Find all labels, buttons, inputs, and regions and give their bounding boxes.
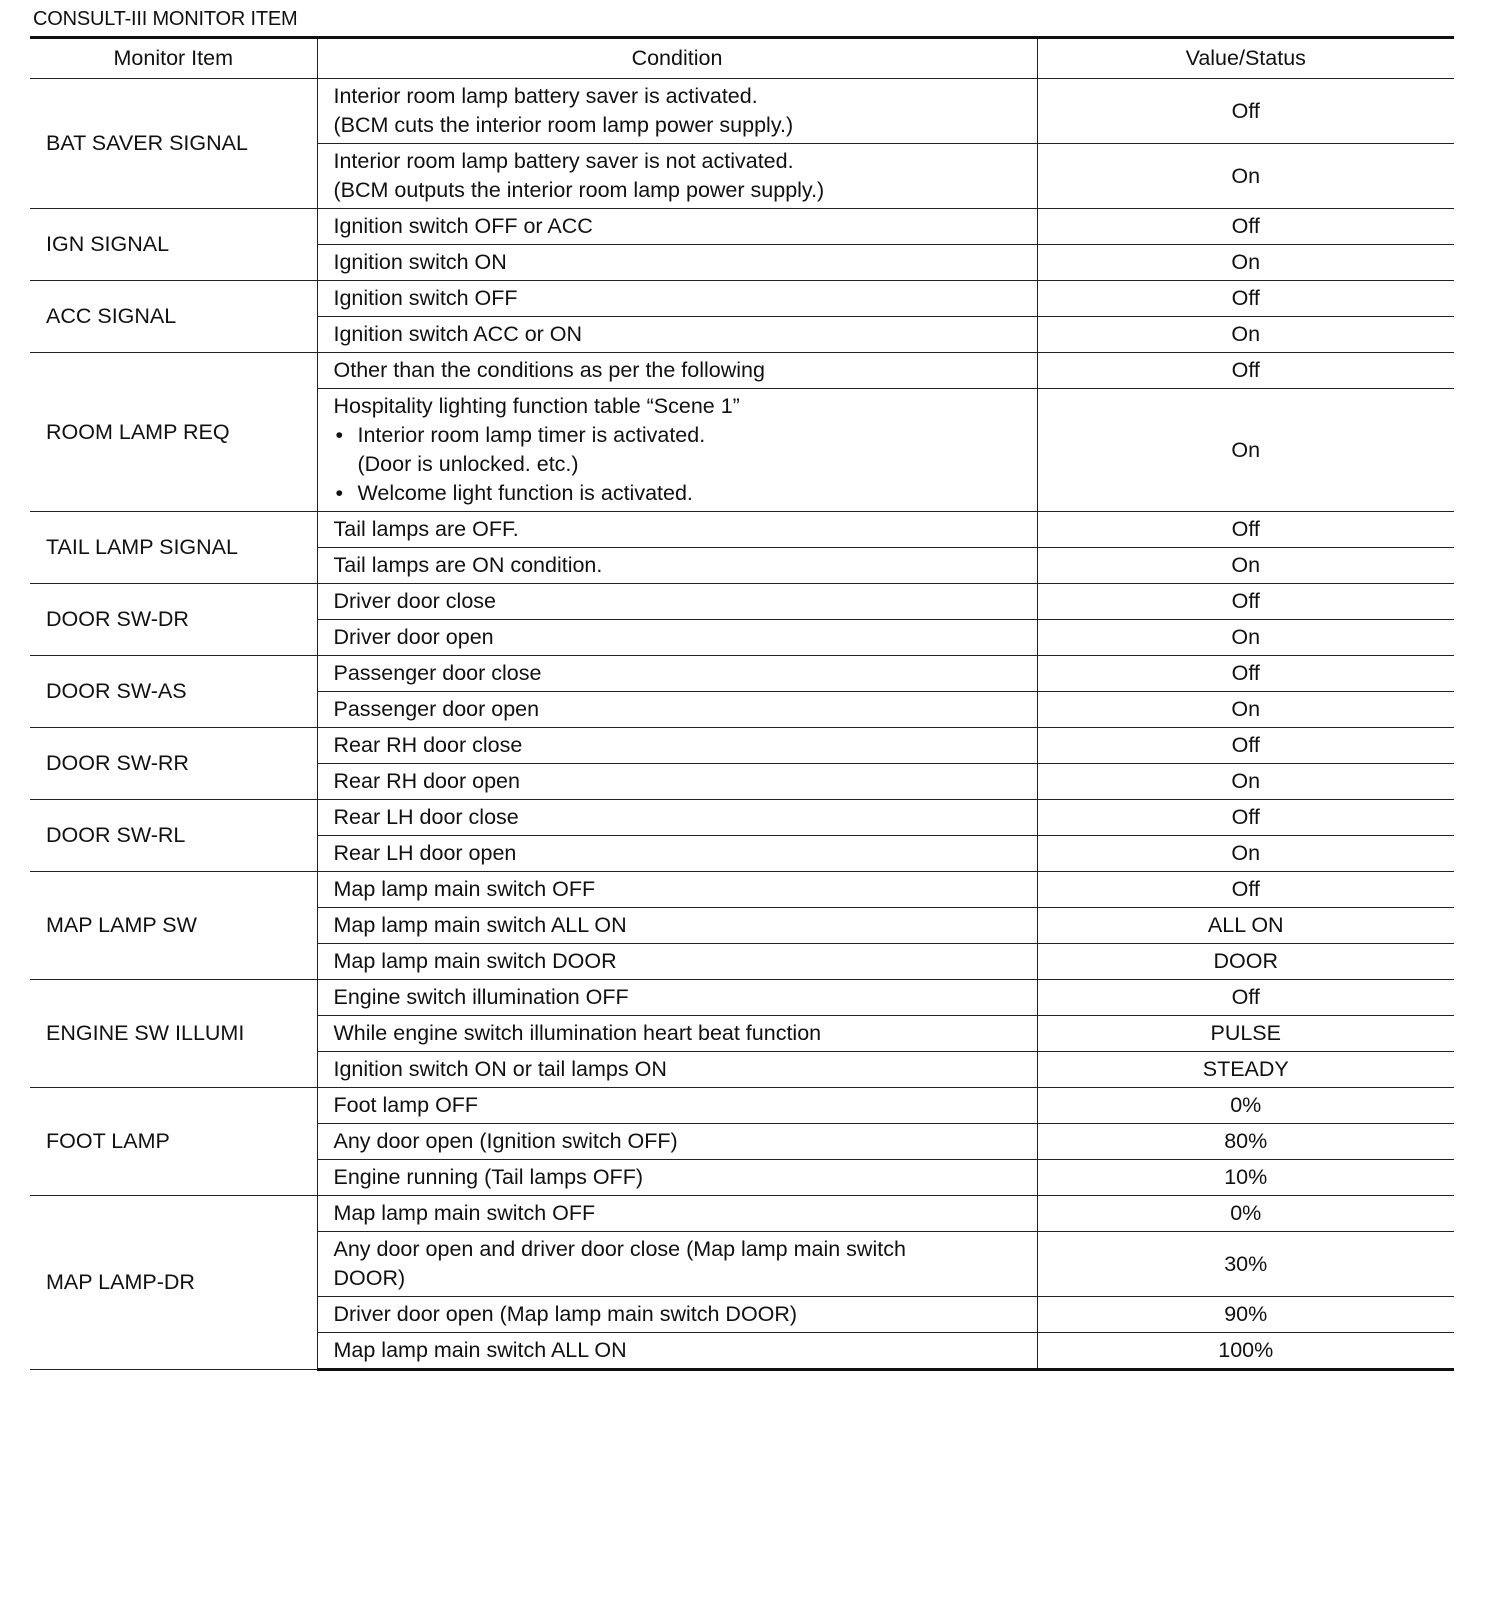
condition-text: Map lamp main switch OFF — [333, 877, 596, 901]
condition-cell — [317, 389, 1037, 512]
page-title: CONSULT-III MONITOR ITEM — [33, 8, 298, 30]
header-value-status: Value/Status — [1037, 38, 1454, 79]
value-status-cell: Off — [1037, 353, 1454, 389]
table-row — [30, 800, 1454, 836]
monitor-item-cell: DOOR SW-DR — [30, 584, 317, 656]
condition-cell — [317, 245, 1037, 281]
condition-cell — [317, 980, 1037, 1016]
value-status-cell: On — [1037, 548, 1454, 584]
condition-cell — [317, 1016, 1037, 1052]
condition-text: Tail lamps are OFF. — [333, 517, 519, 541]
condition-text: Ignition switch OFF or ACC — [333, 214, 593, 238]
monitor-item-cell: IGN SIGNAL — [30, 209, 317, 281]
value-status-cell: STEADY — [1037, 1052, 1454, 1088]
condition-text: Driver door open (Map lamp main switch DOOR) — [333, 1302, 798, 1326]
value-status-cell: 10% — [1037, 1160, 1454, 1196]
table-row — [30, 79, 1454, 144]
value-status-cell: 0% — [1037, 1196, 1454, 1232]
condition-text: Foot lamp OFF — [333, 1093, 479, 1117]
condition-cell — [317, 144, 1037, 209]
monitor-item-cell: ENGINE SW ILLUMI — [30, 980, 317, 1088]
condition-text: Rear LH door close — [333, 805, 519, 829]
monitor-item-cell: ACC SIGNAL — [30, 281, 317, 353]
monitor-item-cell: DOOR SW-RR — [30, 728, 317, 800]
condition-text: Passenger door close — [333, 661, 542, 685]
header-condition: Condition — [317, 38, 1037, 79]
value-status-cell: 30% — [1037, 1232, 1454, 1297]
monitor-item-cell: ROOM LAMP REQ — [30, 353, 317, 512]
condition-cell — [317, 800, 1037, 836]
condition-text: Driver door open — [333, 625, 494, 649]
table-row — [30, 584, 1454, 620]
condition-cell — [317, 79, 1037, 144]
value-status-cell: 100% — [1037, 1333, 1454, 1370]
condition-cell — [317, 1124, 1037, 1160]
condition-text: Tail lamps are ON condition. — [333, 553, 603, 577]
condition-cell — [317, 872, 1037, 908]
value-status-cell: On — [1037, 764, 1454, 800]
condition-cell — [317, 728, 1037, 764]
value-status-cell: On — [1037, 692, 1454, 728]
condition-text: Map lamp main switch OFF — [333, 1201, 596, 1225]
condition-text: Interior room lamp battery saver is not activated. — [333, 149, 794, 173]
table-header-row — [30, 38, 1454, 79]
value-status-cell: On — [1037, 144, 1454, 209]
condition-cell — [317, 692, 1037, 728]
condition-cell — [317, 209, 1037, 245]
condition-cell — [317, 1088, 1037, 1124]
condition-text: Ignition switch ON — [333, 250, 507, 274]
value-status-cell: Off — [1037, 728, 1454, 764]
condition-cell — [317, 281, 1037, 317]
condition-text: Interior room lamp battery saver is activated. — [333, 84, 758, 108]
value-status-cell: PULSE — [1037, 1016, 1454, 1052]
condition-text: Ignition switch OFF — [333, 286, 518, 310]
monitor-item-table — [30, 36, 1454, 1371]
condition-cell — [317, 656, 1037, 692]
table-row — [30, 209, 1454, 245]
table-row — [30, 1196, 1454, 1232]
value-status-cell: Off — [1037, 79, 1454, 144]
condition-text: Map lamp main switch DOOR — [333, 949, 617, 973]
value-status-cell: Off — [1037, 584, 1454, 620]
table-row — [30, 281, 1454, 317]
condition-bullet: • Welcome light function is activated. — [334, 479, 1021, 508]
condition-bullet: • Interior room lamp timer is activated. (Door is unlocked. etc.) — [334, 421, 1021, 479]
condition-cell — [317, 1196, 1037, 1232]
condition-text: Rear LH door open — [333, 841, 517, 865]
condition-cell — [317, 944, 1037, 980]
condition-bullet-list — [334, 421, 1021, 508]
table-body — [30, 79, 1454, 1370]
monitor-item-cell: FOOT LAMP — [30, 1088, 317, 1196]
condition-cell — [317, 836, 1037, 872]
condition-text: (BCM cuts the interior room lamp power supply.) — [333, 113, 794, 137]
condition-cell — [317, 1297, 1037, 1333]
condition-text: Any door open and driver door close (Map lamp main switch — [333, 1237, 906, 1261]
condition-cell — [317, 1052, 1037, 1088]
value-status-cell: Off — [1037, 656, 1454, 692]
table-row — [30, 512, 1454, 548]
value-status-cell: DOOR — [1037, 944, 1454, 980]
condition-text: Driver door close — [333, 589, 496, 613]
condition-cell — [317, 1160, 1037, 1196]
value-status-cell: 0% — [1037, 1088, 1454, 1124]
monitor-item-cell: MAP LAMP SW — [30, 872, 317, 980]
value-status-cell: Off — [1037, 872, 1454, 908]
value-status-cell: ALL ON — [1037, 908, 1454, 944]
table-row — [30, 728, 1454, 764]
monitor-item-cell: TAIL LAMP SIGNAL — [30, 512, 317, 584]
value-status-cell: On — [1037, 836, 1454, 872]
monitor-item-cell: DOOR SW-RL — [30, 800, 317, 872]
condition-text: Hospitality lighting function table “Scene 1” — [333, 394, 740, 418]
value-status-cell: On — [1037, 389, 1454, 512]
condition-text: Engine running (Tail lamps OFF) — [333, 1165, 643, 1189]
condition-cell — [317, 620, 1037, 656]
condition-cell — [317, 548, 1037, 584]
condition-cell — [317, 908, 1037, 944]
value-status-cell: Off — [1037, 512, 1454, 548]
value-status-cell: 90% — [1037, 1297, 1454, 1333]
monitor-item-cell: DOOR SW-AS — [30, 656, 317, 728]
condition-cell — [317, 1333, 1037, 1370]
monitor-item-cell: MAP LAMP-DR — [30, 1196, 317, 1370]
condition-text: DOOR) — [333, 1266, 406, 1290]
condition-text: While engine switch illumination heart beat function — [333, 1021, 822, 1045]
condition-text: (BCM outputs the interior room lamp power supply.) — [333, 178, 825, 202]
condition-text: Map lamp main switch ALL ON — [333, 913, 627, 937]
table-row — [30, 353, 1454, 389]
value-status-cell: Off — [1037, 980, 1454, 1016]
condition-cell — [317, 317, 1037, 353]
condition-cell — [317, 1232, 1037, 1297]
value-status-cell: Off — [1037, 281, 1454, 317]
condition-cell — [317, 584, 1037, 620]
condition-text: Rear RH door close — [333, 733, 523, 757]
condition-cell — [317, 353, 1037, 389]
condition-cell — [317, 764, 1037, 800]
condition-text: Passenger door open — [333, 697, 540, 721]
value-status-cell: On — [1037, 620, 1454, 656]
condition-text: Engine switch illumination OFF — [333, 985, 629, 1009]
table-row — [30, 980, 1454, 1016]
value-status-cell: On — [1037, 317, 1454, 353]
monitor-item-cell: BAT SAVER SIGNAL — [30, 79, 317, 209]
table-row — [30, 1088, 1454, 1124]
condition-text: Map lamp main switch ALL ON — [333, 1338, 627, 1362]
value-status-cell: On — [1037, 245, 1454, 281]
table-row — [30, 656, 1454, 692]
header-monitor-item: Monitor Item — [30, 38, 317, 79]
condition-text: Other than the conditions as per the following — [333, 358, 765, 382]
value-status-cell: Off — [1037, 800, 1454, 836]
condition-text: Rear RH door open — [333, 769, 520, 793]
condition-text: Ignition switch ACC or ON — [333, 322, 583, 346]
condition-text: Ignition switch ON or tail lamps ON — [333, 1057, 667, 1081]
value-status-cell: 80% — [1037, 1124, 1454, 1160]
condition-text: Any door open (Ignition switch OFF) — [333, 1129, 678, 1153]
value-status-cell: Off — [1037, 209, 1454, 245]
table-row — [30, 872, 1454, 908]
condition-cell — [317, 512, 1037, 548]
